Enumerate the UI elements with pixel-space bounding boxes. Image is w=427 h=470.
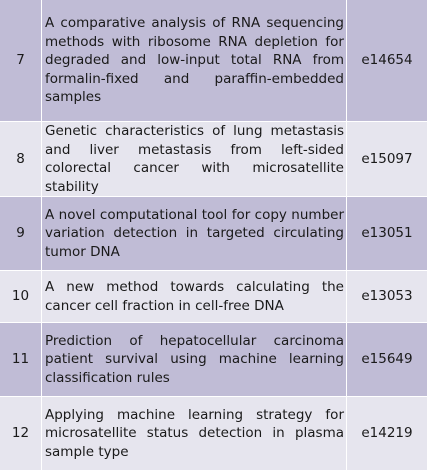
row-number: 7	[16, 52, 25, 69]
table-row	[0, 323, 427, 397]
abstract-title: A novel computational tool for copy number variation detection in targeted circulating tumor DNA	[45, 206, 344, 260]
title-cell	[41, 197, 346, 270]
table-row	[0, 0, 427, 122]
title-cell	[41, 323, 346, 396]
abstract-title: Prediction of hepatocellular carcinoma patient survival using machine learning classification rules	[45, 332, 344, 386]
abstract-code: e13051	[346, 197, 427, 270]
abstract-code: e14219	[346, 397, 427, 470]
table-row	[0, 122, 427, 197]
abstract-title: Applying machine learning strategy for microsatellite status detection in plasma sample type	[45, 406, 344, 460]
row-number: 11	[11, 351, 30, 368]
abstract-code: e13053	[346, 271, 427, 322]
title-cell	[41, 271, 346, 322]
table-row	[0, 397, 427, 470]
row-number: 12	[11, 425, 30, 442]
row-number: 9	[16, 225, 25, 242]
abstract-title: A new method towards calculating the cancer cell fraction in cell-free DNA	[45, 279, 344, 314]
abstract-title: A comparative analysis of RNA sequencing methods with ribosome RNA depletion for degraded and low-input total RNA from formalin-fixed and paraffin-embedded samples	[45, 15, 344, 106]
title-cell	[41, 122, 346, 196]
abstract-code: e15097	[346, 122, 427, 196]
table-row	[0, 271, 427, 323]
abstract-code: e15649	[346, 323, 427, 396]
abstract-code: e14654	[346, 0, 427, 121]
row-number: 8	[16, 150, 25, 167]
title-cell	[41, 397, 346, 470]
table-row	[0, 197, 427, 271]
title-cell	[41, 0, 346, 121]
row-number: 10	[11, 288, 30, 305]
abstract-title: Genetic characteristics of lung metastasis and liver metastasis from left-sided colorectal cancer with microsatellite stability	[45, 123, 344, 195]
